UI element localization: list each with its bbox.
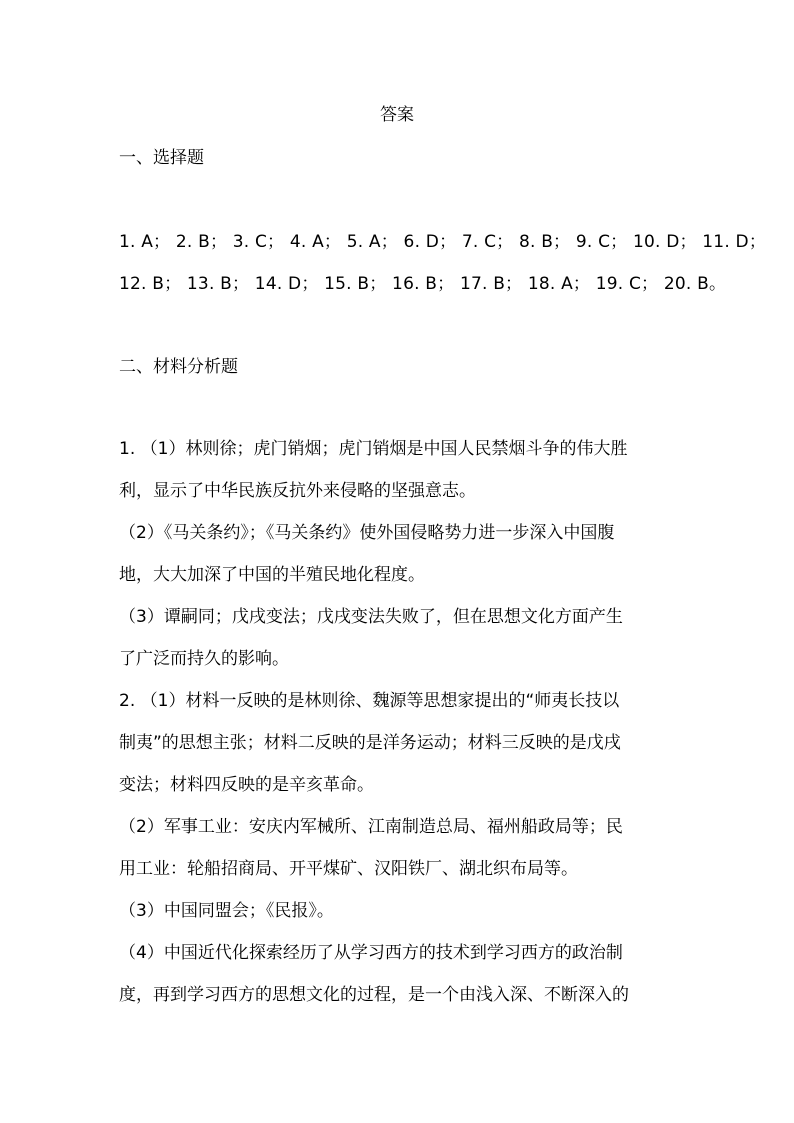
answer-text-line: （2）《马关条约》；《马关条约》使外国侵略势力进一步深入中国腹 [119, 523, 615, 543]
answer-text-line: 2. （1）材料一反映的是林则徐、魏源等思想家提出的“师夷长技以 [119, 691, 620, 711]
answer-text-line: （3）谭嗣同；戊戌变法；戊戌变法失败了，但在思想文化方面产生 [119, 607, 623, 627]
answer-text-line: 1. （1）林则徐；虎门销烟；虎门销烟是中国人民禁烟斗争的伟大胜 [119, 439, 628, 459]
answer-text-line: （4）中国近代化探索经历了从学习西方的技术到学习西方的政治制 [119, 943, 623, 963]
answer-text-line: 用工业：轮船招商局、开平煤矿、汉阳铁厂、湖北织布局等。 [119, 859, 578, 879]
section-heading-material-analysis: 二、材料分析题 [119, 357, 238, 377]
answer-text-line: 制夷”的思想主张；材料二反映的是洋务运动；材料三反映的是戊戌 [119, 733, 621, 753]
page-title: 答案 [380, 105, 414, 125]
answers-line-2: 12. B； 13. B； 14. D； 15. B； 16. B； 17. B； 18. A； 19. C； 20. B。 [119, 274, 727, 294]
answer-text-line: 地，大大加深了中国的半殖民地化程度。 [119, 565, 425, 585]
answer-text-line: 利，显示了中华民族反抗外来侵略的坚强意志。 [119, 481, 476, 501]
answer-text-line: （2）军事工业：安庆内军械所、江南制造总局、福州船政局等；民 [119, 817, 623, 837]
section-heading-multiple-choice: 一、选择题 [119, 148, 204, 168]
answer-text-line: 变法；材料四反映的是辛亥革命。 [119, 775, 374, 795]
answer-text-line: （3）中国同盟会；《民报》。 [119, 901, 334, 921]
answer-text-line: 了广泛而持久的影响。 [119, 649, 289, 669]
answers-line-1: 1. A； 2. B； 3. C； 4. A； 5. A； 6. D； 7. C； 8. B； 9. C； 10. D； 11. D； [119, 232, 767, 252]
answer-text-line: 度，再到学习西方的思想文化的过程，是一个由浅入深、不断深入的 [119, 985, 629, 1005]
